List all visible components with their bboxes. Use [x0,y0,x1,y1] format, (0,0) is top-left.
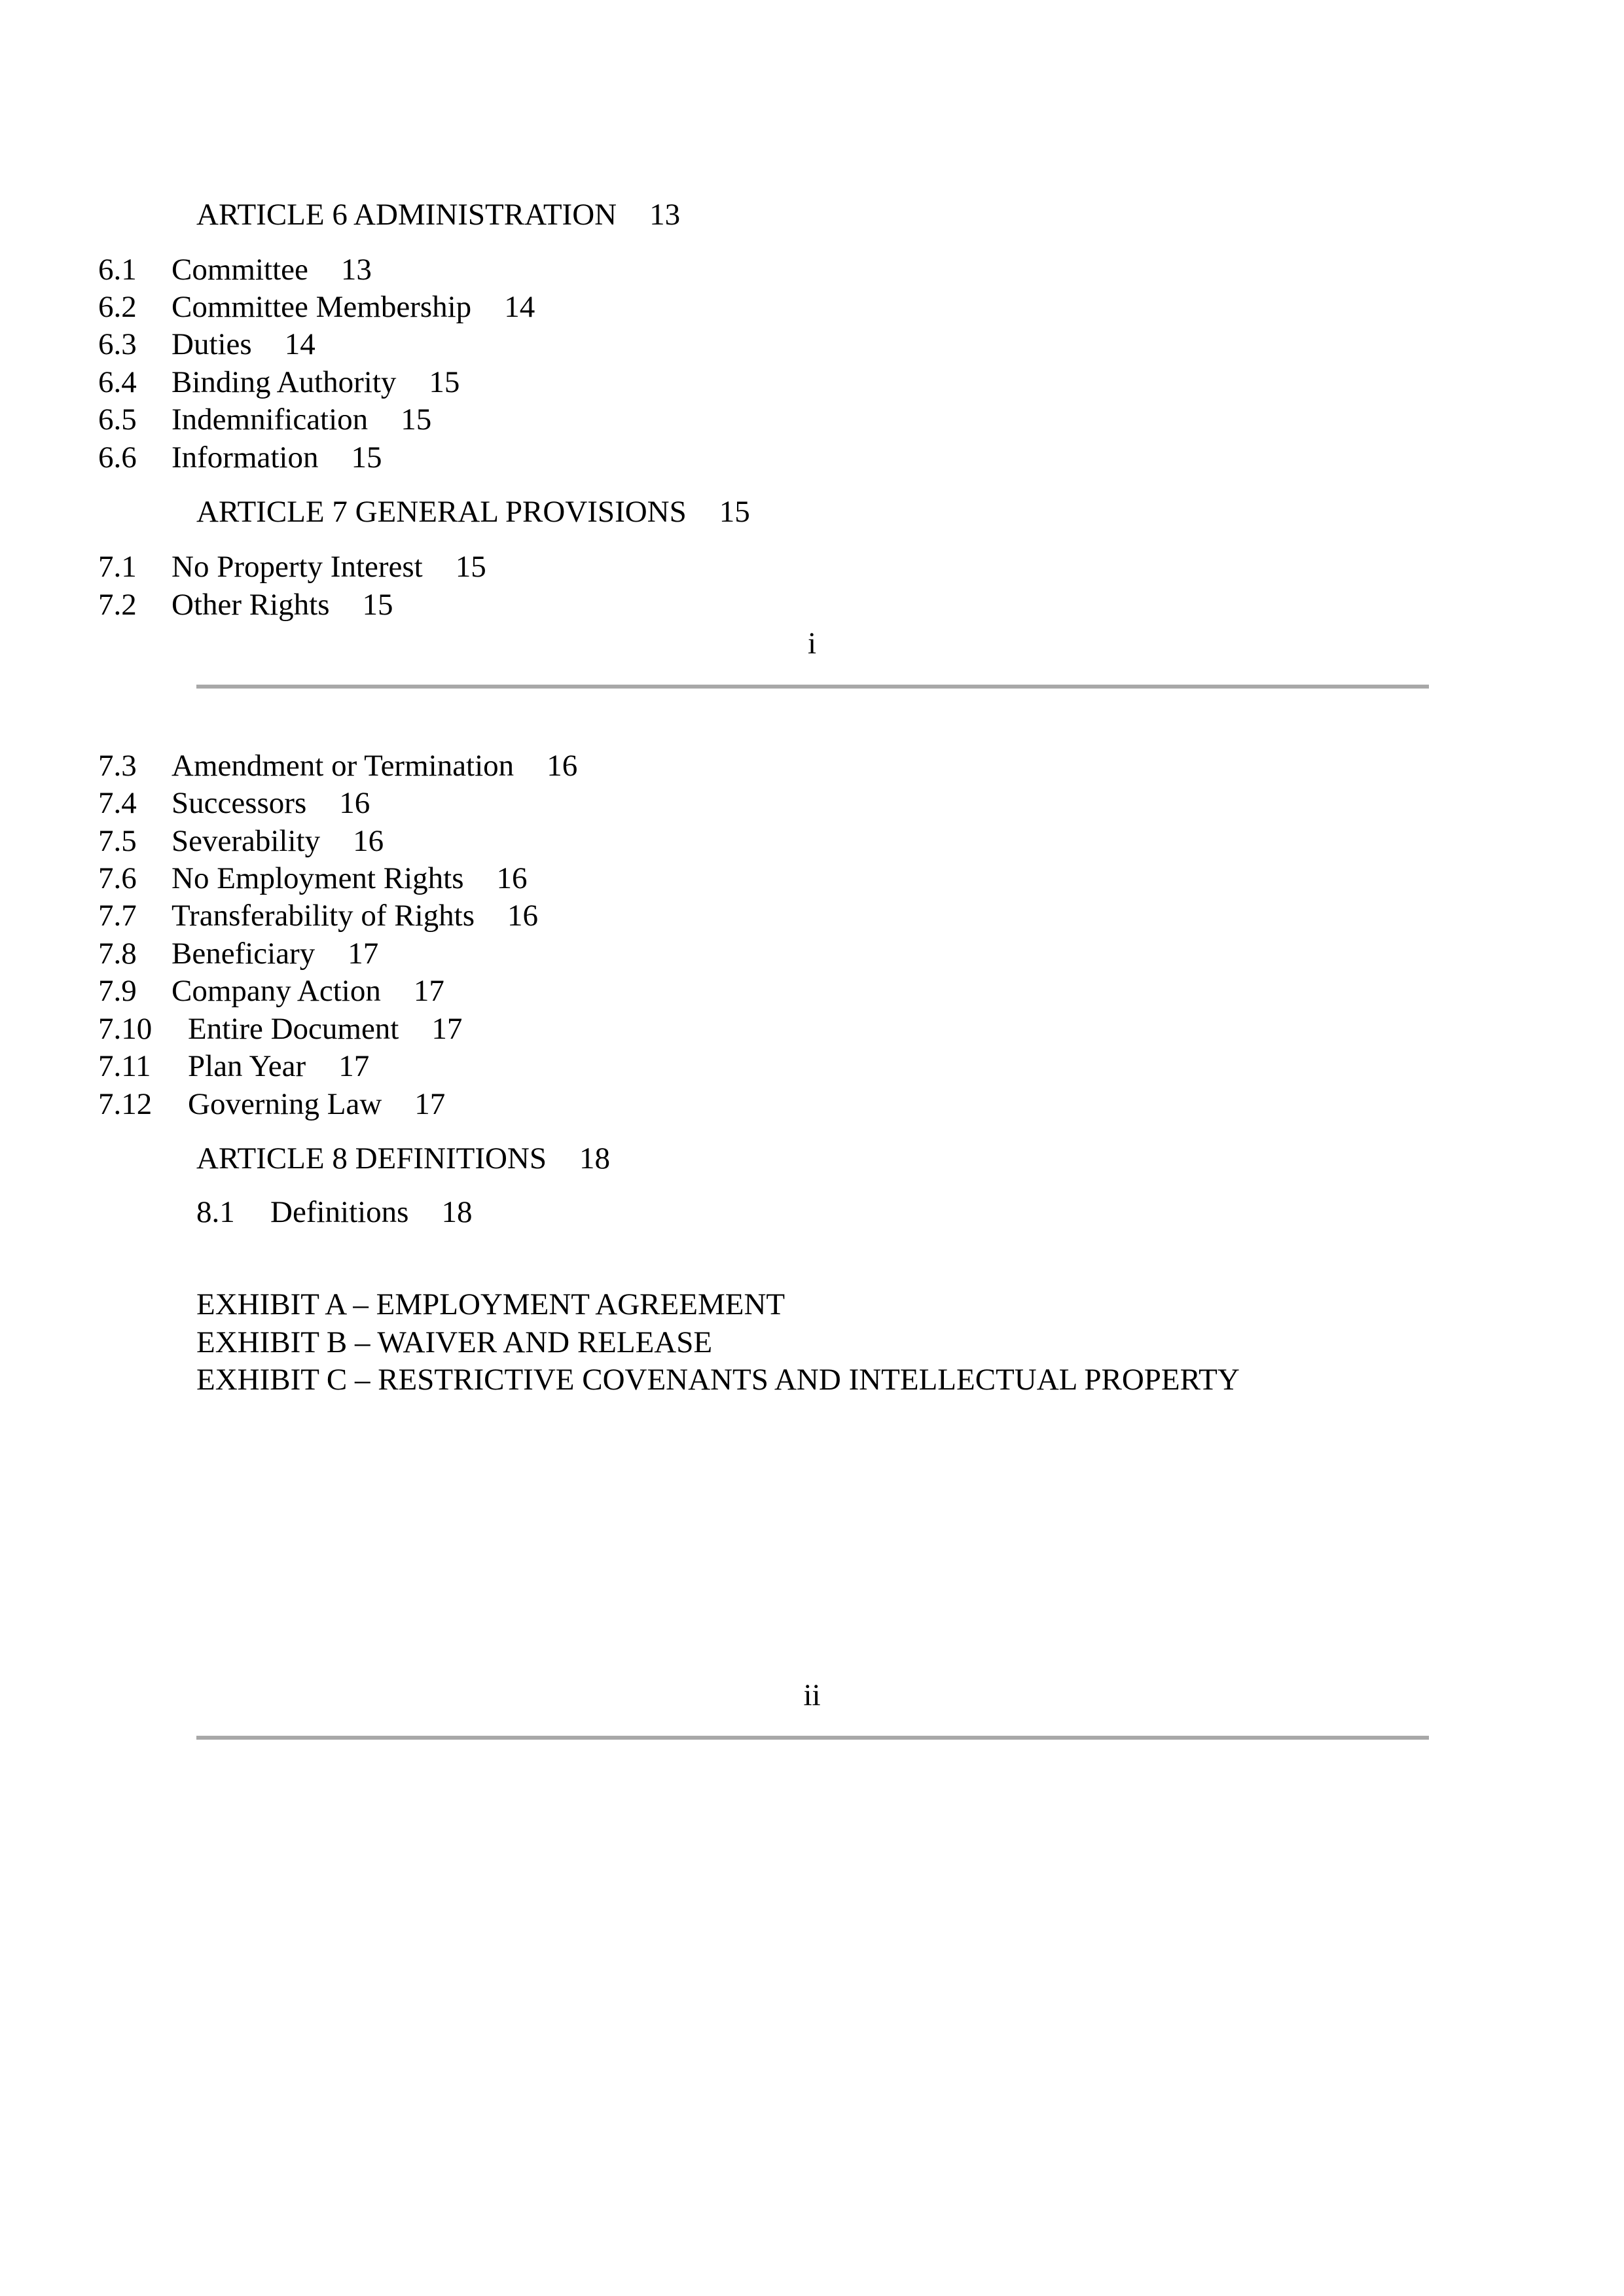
page-number-footer: i [807,626,817,660]
toc-entry[interactable] [98,935,378,972]
toc-entry[interactable] [98,1086,445,1122]
toc-entry-number: 7.11 [98,1049,151,1083]
toc-page-number: 16 [353,824,384,858]
toc-entry-number: 6.4 [98,365,137,399]
toc-entry-number: 7.3 [98,749,137,783]
toc-article-8[interactable] [196,1140,610,1177]
toc-entry[interactable] [196,1194,472,1230]
exhibit-item[interactable] [196,1324,712,1361]
toc-entry-number: 6.3 [98,327,137,361]
toc-entry-number: 7.5 [98,824,137,858]
toc-entry-number: 7.6 [98,861,137,895]
toc-entry-title: No Property Interest [171,550,423,584]
toc-page-number: 16 [339,786,370,820]
toc-entry[interactable] [98,973,444,1009]
toc-entry[interactable] [98,548,486,585]
toc-entry-title: Company Action [171,974,381,1008]
toc-article-title: ARTICLE 8 DEFINITIONS [196,1141,547,1175]
toc-page-number: 14 [284,327,316,361]
toc-entry[interactable] [98,586,393,623]
exhibit-item[interactable] [196,1361,1240,1398]
toc-entry[interactable] [98,823,384,859]
toc-entry[interactable] [98,289,535,325]
toc-entry[interactable] [98,897,538,934]
toc-entry[interactable] [98,326,316,363]
toc-article-title: ARTICLE 7 GENERAL PROVISIONS [196,495,687,529]
toc-page-number: 15 [351,440,382,475]
toc-entry-number: 7.10 [98,1012,153,1046]
toc-page-number: 15 [362,588,393,622]
toc-entry-title: Duties [171,327,252,361]
toc-entry-number: 7.1 [98,550,137,584]
toc-entry-number: 6.5 [98,403,137,437]
toc-page-number: 15 [429,365,460,399]
toc-entry[interactable] [98,439,382,476]
toc-entry-number: 7.2 [98,588,137,622]
toc-page-number: 17 [414,1087,446,1121]
toc-entry-title: Committee [171,253,308,287]
toc-page-number: 14 [504,290,535,324]
toc-entry[interactable] [98,860,528,897]
toc-entry-title: Governing Law [188,1087,382,1121]
toc-page-number: 18 [579,1141,611,1175]
toc-page-number: 16 [496,861,528,895]
exhibit-item[interactable] [196,1286,785,1323]
page-divider [196,1736,1429,1740]
toc-entry-title: Plan Year [188,1049,306,1083]
page-number-footer: ii [803,1678,821,1712]
toc-article-title: ARTICLE 6 ADMINISTRATION [196,198,617,232]
toc-entry-number: 7.9 [98,974,137,1008]
toc-entry-number: 6.1 [98,253,137,287]
toc-page-number: 16 [547,749,578,783]
toc-article-7[interactable] [196,493,750,530]
toc-entry-title: Indemnification [171,403,369,437]
toc-page-number: 17 [413,974,444,1008]
toc-entry-number: 7.4 [98,786,137,820]
toc-entry-title: Definitions [270,1195,409,1229]
toc-entry-title: No Employment Rights [171,861,464,895]
toc-entry-number: 8.1 [196,1195,235,1229]
exhibit-title: EXHIBIT C – RESTRICTIVE COVENANTS AND INTELLECTUAL PROPERTY [196,1363,1240,1397]
toc-page-number: 15 [401,403,432,437]
toc-entry[interactable] [98,1048,369,1085]
toc-entry-title: Beneficiary [171,937,316,971]
toc-entry-number: 7.7 [98,899,137,933]
toc-page-number: 17 [431,1012,463,1046]
toc-page-number: 15 [455,550,486,584]
toc-page-number: 17 [348,937,379,971]
toc-entry-title: Other Rights [171,588,330,622]
toc-entry-title: Binding Authority [171,365,397,399]
toc-page-number: 17 [338,1049,370,1083]
page-divider [196,685,1429,689]
toc-entry[interactable] [98,364,460,401]
toc-entry[interactable] [98,401,431,438]
toc-page-number: 15 [719,495,750,529]
toc-entry[interactable] [98,747,577,784]
toc-entry-title: Entire Document [188,1012,399,1046]
toc-entry-title: Successors [171,786,307,820]
toc-entry-title: Committee Membership [171,290,472,324]
toc-entry-title: Transferability of Rights [171,899,475,933]
toc-entry[interactable] [98,1011,462,1047]
toc-entry-title: Amendment or Termination [171,749,514,783]
toc-page-number: 13 [649,198,681,232]
toc-page-number: 18 [441,1195,473,1229]
toc-entry-number: 6.2 [98,290,137,324]
exhibit-title: EXHIBIT A – EMPLOYMENT AGREEMENT [196,1287,785,1321]
toc-entry-number: 7.8 [98,937,137,971]
toc-entry[interactable] [98,785,370,821]
toc-entry-title: Information [171,440,319,475]
toc-page-number: 16 [507,899,539,933]
exhibit-title: EXHIBIT B – WAIVER AND RELEASE [196,1325,713,1359]
toc-article-6[interactable] [196,196,680,233]
toc-entry-title: Severability [171,824,321,858]
toc-entry[interactable] [98,251,372,288]
toc-entry-number: 6.6 [98,440,137,475]
toc-entry-number: 7.12 [98,1087,153,1121]
toc-page-number: 13 [340,253,372,287]
